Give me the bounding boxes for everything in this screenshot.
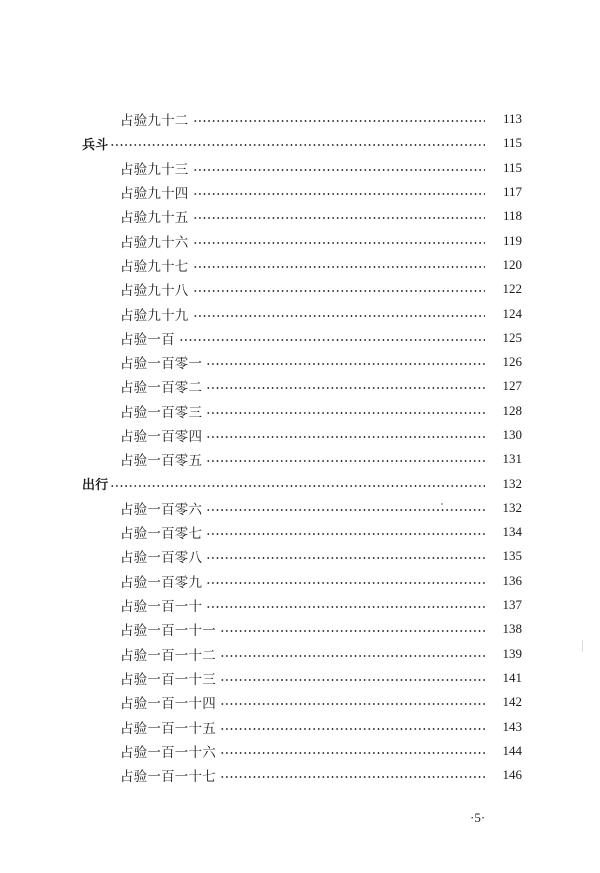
- toc-entry[interactable]: [0, 180, 600, 204]
- toc-section-heading[interactable]: [0, 471, 600, 495]
- toc-entry[interactable]: [0, 301, 600, 325]
- toc-entry[interactable]: [0, 107, 600, 131]
- dot-leader: [206, 363, 485, 365]
- toc-entry-title: 占验一百: [120, 331, 175, 348]
- toc-entry-title: 占验一百零六: [120, 501, 203, 518]
- toc-section-title: 兵斗: [82, 137, 109, 153]
- paper-speck: [441, 503, 443, 505]
- dot-leader: [220, 655, 485, 657]
- dot-leader: [193, 217, 486, 219]
- toc-page-number: 127: [502, 378, 522, 394]
- dot-leader: [206, 606, 485, 608]
- toc-entry[interactable]: [0, 569, 600, 593]
- dot-leader: [110, 485, 485, 487]
- toc-entry[interactable]: [0, 739, 600, 763]
- toc-page-number: 130: [502, 427, 522, 442]
- toc-entry[interactable]: [0, 326, 600, 350]
- dot-leader: [193, 290, 486, 292]
- toc-entry-title: 占验一百一十三: [120, 671, 216, 688]
- dot-leader: [220, 630, 485, 632]
- toc-entry[interactable]: [0, 447, 600, 471]
- toc-page-number: 142: [502, 694, 522, 710]
- toc-entry[interactable]: [0, 253, 600, 277]
- toc-entry-title: 占验一百一十五: [120, 720, 216, 737]
- dot-leader: [193, 266, 486, 268]
- toc-section-title: 出行: [82, 478, 109, 494]
- toc-page-number: 125: [502, 329, 522, 345]
- table-of-contents: [0, 107, 600, 787]
- dot-leader: [220, 728, 485, 730]
- toc-entry[interactable]: [0, 228, 600, 252]
- toc-page-number: 120: [502, 256, 522, 272]
- toc-entry-title: 占验一百一十二: [120, 647, 216, 664]
- dot-leader: [110, 144, 485, 146]
- toc-entry-title: 占验一百零一: [120, 356, 203, 373]
- toc-section-heading[interactable]: [0, 131, 600, 155]
- dot-leader: [206, 460, 485, 462]
- toc-page-number: 113: [502, 111, 522, 127]
- toc-page-number: 134: [502, 524, 522, 540]
- toc-page-number: 139: [502, 645, 522, 661]
- toc-entry-title: 占验九十九: [120, 307, 189, 324]
- toc-entry-title: 占验九十八: [120, 283, 189, 300]
- dot-leader: [220, 776, 485, 778]
- toc-page-number: 132: [502, 499, 522, 515]
- toc-entry[interactable]: [0, 544, 600, 568]
- dot-leader: [206, 509, 485, 511]
- toc-entry[interactable]: [0, 690, 600, 714]
- dot-leader: [220, 703, 485, 705]
- toc-entry-title: 占验九十七: [120, 258, 189, 275]
- dot-leader: [193, 242, 486, 244]
- toc-entry[interactable]: [0, 399, 600, 423]
- toc-entry-title: 占验一百零九: [120, 574, 203, 591]
- dot-leader: [206, 557, 485, 559]
- toc-entry-title: 占验九十六: [120, 234, 189, 251]
- toc-page-number: 146: [502, 767, 522, 783]
- toc-entry[interactable]: [0, 156, 600, 180]
- toc-entry[interactable]: [0, 714, 600, 738]
- toc-entry[interactable]: [0, 520, 600, 544]
- toc-page-number: 118: [502, 208, 522, 224]
- toc-page-number: 119: [502, 232, 522, 248]
- page-folio: ·5·: [470, 810, 486, 825]
- toc-page-number: 126: [502, 354, 522, 370]
- toc-entry-title: 占验一百一十四: [120, 696, 216, 713]
- toc-page-number: 128: [502, 402, 522, 418]
- toc-entry[interactable]: [0, 642, 600, 666]
- dot-leader: [220, 752, 485, 754]
- toc-page-number: 122: [502, 281, 522, 297]
- toc-page-number: 138: [502, 621, 522, 637]
- toc-entry-title: 占验九十二: [120, 113, 189, 130]
- toc-entry[interactable]: [0, 374, 600, 398]
- dot-leader: [206, 412, 485, 414]
- toc-entry-title: 占验一百一十六: [120, 744, 216, 761]
- toc-entry-title: 占验一百一十: [120, 599, 203, 616]
- toc-entry-title: 占验一百零三: [120, 404, 203, 421]
- dot-leader: [193, 193, 486, 195]
- toc-entry-title: 占验九十三: [120, 161, 189, 178]
- toc-entry-title: 占验一百零二: [120, 380, 203, 397]
- toc-entry[interactable]: [0, 423, 600, 447]
- dot-leader: [193, 169, 486, 171]
- toc-entry-title: 占验一百一十七: [120, 769, 216, 786]
- toc-entry-title: 占验一百零八: [120, 550, 203, 567]
- toc-page-number: 131: [502, 451, 522, 467]
- toc-entry-title: 占验一百零五: [120, 453, 203, 470]
- toc-entry-title: 占验一百零四: [120, 429, 203, 445]
- dot-leader: [206, 436, 485, 438]
- toc-entry[interactable]: [0, 496, 600, 520]
- toc-page-number: 115: [502, 159, 522, 175]
- toc-entry-title: 占验一百零七: [120, 526, 203, 543]
- dot-leader: [179, 339, 485, 341]
- toc-page-number: 137: [502, 597, 522, 613]
- dot-leader: [220, 679, 485, 681]
- scan-mark: [582, 640, 583, 652]
- dot-leader: [193, 315, 486, 317]
- toc-page-number: 135: [502, 548, 522, 564]
- dot-leader: [206, 582, 485, 584]
- toc-entry[interactable]: [0, 350, 600, 374]
- toc-entry[interactable]: [0, 277, 600, 301]
- toc-page-number: 132: [502, 475, 522, 491]
- toc-entry[interactable]: [0, 593, 600, 617]
- dot-leader: [206, 533, 485, 535]
- dot-leader: [193, 120, 486, 122]
- toc-page-number: 144: [502, 742, 522, 758]
- toc-page-number: 115: [502, 135, 522, 151]
- toc-page-number: 143: [502, 718, 522, 734]
- toc-entry[interactable]: [0, 617, 600, 641]
- toc-entry-title: 占验九十五: [120, 210, 189, 227]
- toc-entry[interactable]: [0, 763, 600, 787]
- dot-leader: [206, 387, 485, 389]
- toc-entry[interactable]: [0, 666, 600, 690]
- toc-entry-title: 占验九十四: [120, 186, 189, 203]
- toc-page-number: 136: [502, 572, 522, 588]
- toc-entry[interactable]: [0, 204, 600, 228]
- toc-page-number: 117: [502, 184, 522, 200]
- toc-page-number: 141: [502, 669, 522, 685]
- toc-page-number: 124: [502, 305, 522, 321]
- toc-entry-title: 占验一百一十一: [120, 623, 216, 640]
